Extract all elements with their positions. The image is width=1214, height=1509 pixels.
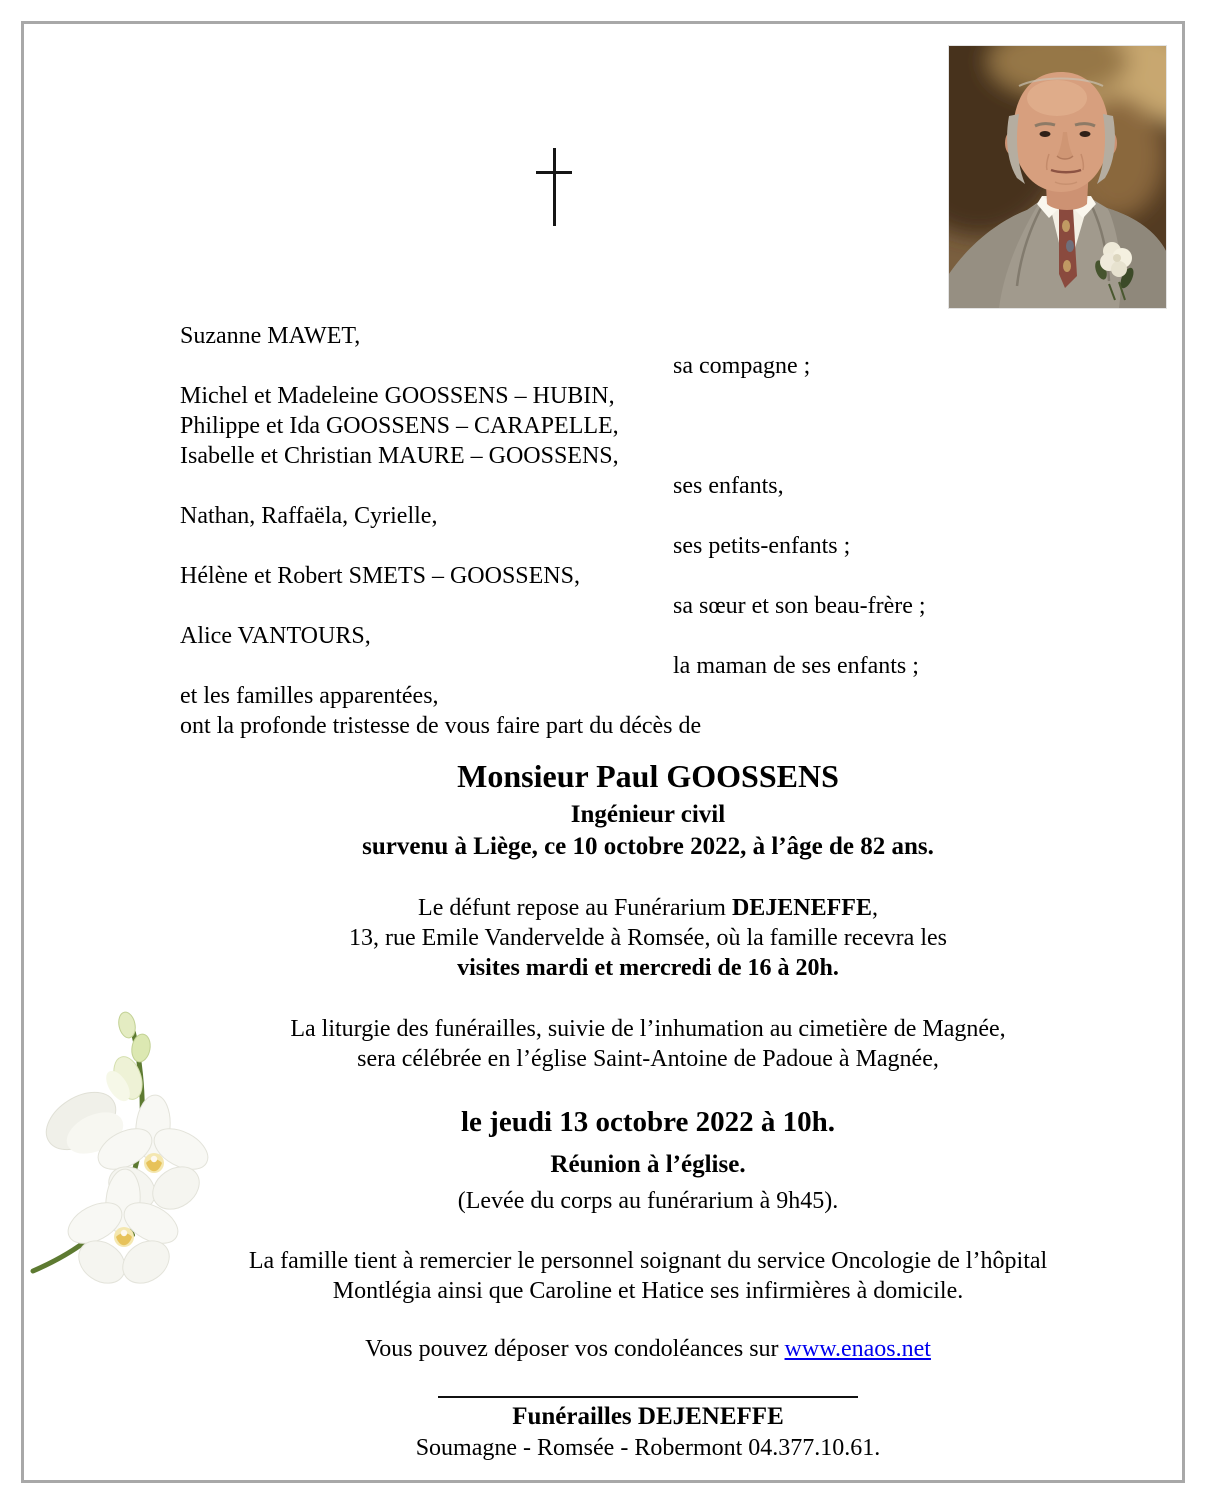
visits-line: visites mardi et mercredi de 16 à 20h. — [457, 955, 839, 981]
ceremony-date-line: le jeudi 13 octobre 2022 à 10h. — [460, 1106, 836, 1138]
family-line: Hélène et Robert SMETS – GOOSSENS, — [180, 563, 580, 589]
relation-line: la maman de ses enfants ; — [673, 653, 919, 679]
latin-cross-icon — [530, 145, 590, 235]
thanks-line-2: Montlégia ainsi que Caroline et Hatice ses infirmières à domicile. — [332, 1278, 964, 1304]
deceased-name: Monsieur Paul GOOSSENS — [457, 758, 839, 794]
death-date-line: survenu à Liège, ce 10 octobre 2022, à l’âge de 82 ans. — [362, 833, 934, 860]
family-line: Nathan, Raffaëla, Cyrielle, — [180, 503, 438, 529]
condolences-line: Vous pouvez déposer vos condoléances sur www.enaos.net — [365, 1336, 931, 1362]
family-line: Suzanne MAWET, — [180, 323, 361, 349]
liturgy-block — [140, 1014, 1156, 1074]
relation-line: ses enfants, — [673, 473, 784, 499]
family-line: Michel et Madeleine GOOSSENS – HUBIN, — [180, 383, 615, 409]
relation-line: ses petits-enfants ; — [673, 533, 851, 559]
liturgy-line-1: La liturgie des funérailles, suivie de l’inhumation au cimetière de Magnée, — [290, 1016, 1006, 1042]
white-orchid-illustration — [15, 1003, 235, 1315]
funerarium-address-line: 13, rue Emile Vandervelde à Romsée, où la famille recevra les — [349, 925, 947, 951]
family-line: Alice VANTOURS, — [180, 623, 371, 649]
enaos-condolences-link[interactable]: www.enaos.net — [784, 1336, 931, 1362]
thanks-line-1: La famille tient à remercier le personnel soignant du service Oncologie de l’hôpital — [248, 1248, 1048, 1274]
deceased-profession: Ingénieur civil — [570, 801, 726, 828]
liturgy-line-2: sera célébrée en l’église Saint-Antoine de Padoue à Magnée, — [357, 1046, 939, 1072]
levee-du-corps-line: (Levée du corps au funérarium à 9h45). — [457, 1188, 839, 1214]
funerarium-line-1: Le défunt repose au Funérarium DEJENEFFE, — [418, 895, 878, 921]
family-line: et les familles apparentées, — [180, 683, 439, 709]
relation-line: sa sœur et son beau-frère ; — [673, 593, 926, 619]
funerarium-block — [140, 893, 1156, 983]
family-announcement-list — [180, 321, 1140, 741]
footer-divider-line — [438, 1396, 858, 1398]
family-line: Philippe et Ida GOOSSENS – CARAPELLE, — [180, 413, 619, 439]
meeting-line: Réunion à l’église. — [550, 1151, 746, 1178]
thanks-block — [140, 1246, 1156, 1306]
relation-line: sa compagne ; — [673, 353, 811, 379]
family-line: Isabelle et Christian MAURE – GOOSSENS, — [180, 443, 619, 469]
announcement-line: ont la profonde tristesse de vous faire part du décès de — [180, 713, 702, 739]
funeral-home-locations-phone: Soumagne - Romsée - Robermont 04.377.10.61. — [415, 1435, 881, 1461]
funeral-home-name: DEJENEFFE — [731, 895, 872, 921]
funeral-home-footer-name: Funérailles DEJENEFFE — [512, 1403, 784, 1430]
deceased-portrait-photo — [948, 45, 1167, 309]
